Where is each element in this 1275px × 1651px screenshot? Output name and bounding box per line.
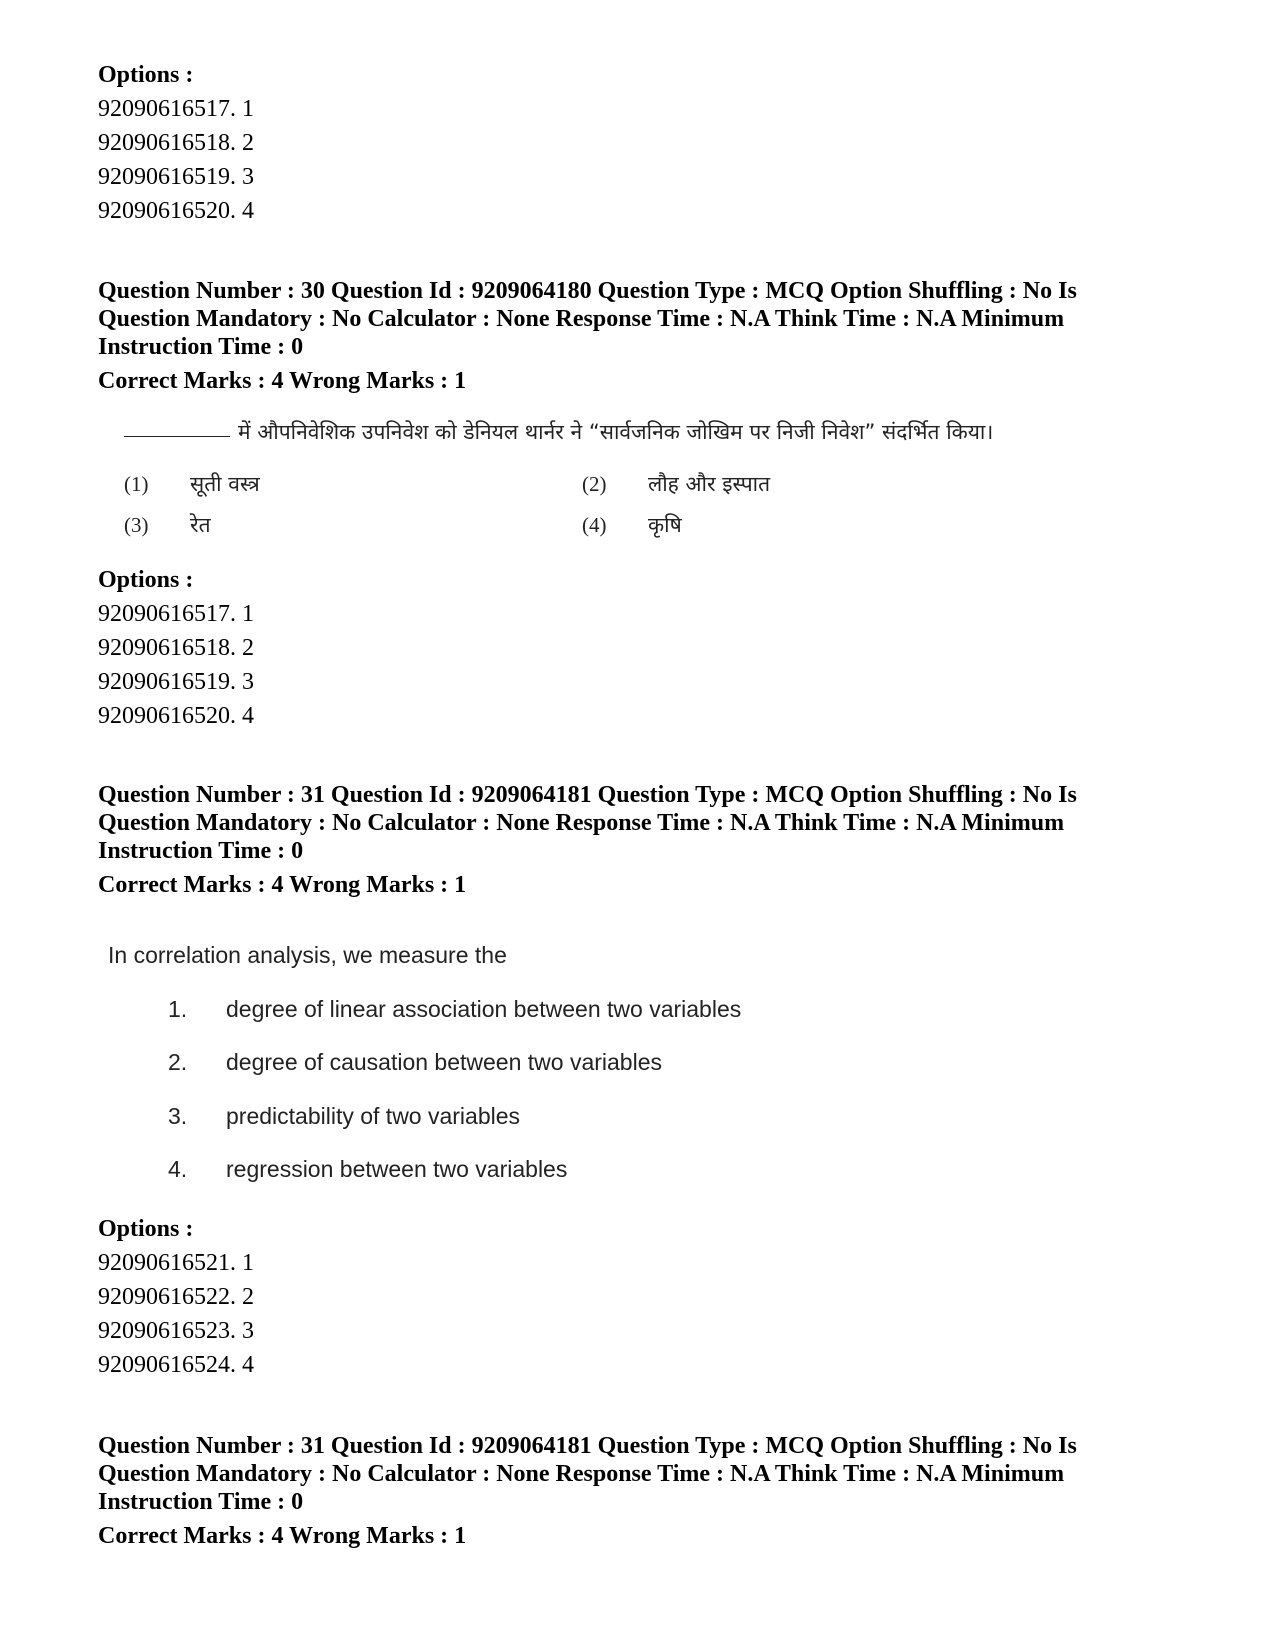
options-title: Options :: [98, 1216, 194, 1242]
q31-choice-2: 2. degree of causation between two variables: [168, 1049, 663, 1075]
option-line: 92090616519. 3: [98, 164, 254, 190]
options-block-prev: [98, 58, 1178, 228]
fill-in-blank: [124, 436, 230, 437]
option-line: 92090616518. 2: [98, 130, 254, 156]
question-header-line: Question Mandatory : No Calculator : None Response Time : N.A Think Time : N.A Minimum: [98, 1461, 1065, 1487]
option-line: 92090616522. 2: [98, 1284, 254, 1310]
option-line: 92090616517. 1: [98, 96, 254, 122]
q30-choice-4: (4) कृषि: [582, 513, 682, 537]
question-header-line: Instruction Time : 0: [98, 838, 304, 864]
option-line: 92090616524. 4: [98, 1352, 254, 1378]
q31-repeat-header: [98, 1432, 1178, 1550]
option-line: 92090616517. 1: [98, 601, 254, 627]
option-line: 92090616520. 4: [98, 198, 254, 224]
q30-choice-1: (1) सूती वस्त्र: [124, 472, 260, 496]
option-line: 92090616523. 3: [98, 1318, 254, 1344]
q30-header: [98, 277, 1178, 395]
q31-header: [98, 781, 1178, 899]
question-header-line: Instruction Time : 0: [98, 334, 304, 360]
question-header-line: Question Number : 31 Question Id : 9209064181 Question Type : MCQ Option Shuffling : No Is: [98, 782, 1077, 808]
question-header-line: Question Mandatory : No Calculator : None Response Time : N.A Think Time : N.A Minimum: [98, 810, 1065, 836]
q31-choice-4: 4. regression between two variables: [168, 1156, 568, 1182]
question-header-line: Instruction Time : 0: [98, 1489, 304, 1515]
option-line: 92090616518. 2: [98, 635, 254, 661]
option-line: 92090616520. 4: [98, 703, 254, 729]
option-line: 92090616519. 3: [98, 669, 254, 695]
option-line: 92090616521. 1: [98, 1250, 254, 1276]
q30-choice-2: (2) लौह और इस्पात: [582, 472, 771, 496]
question-header-line: Question Number : 31 Question Id : 9209064181 Question Type : MCQ Option Shuffling : No Is: [98, 1433, 1077, 1459]
q31-options-block: [98, 1212, 1178, 1382]
question-marks: Correct Marks : 4 Wrong Marks : 1: [98, 368, 467, 394]
q31-choice-3: 3. predictability of two variables: [168, 1103, 521, 1129]
q30-options-block: [98, 563, 1178, 733]
question-marks: Correct Marks : 4 Wrong Marks : 1: [98, 872, 467, 898]
question-header-line: Question Number : 30 Question Id : 9209064180 Question Type : MCQ Option Shuffling : No Is: [98, 278, 1077, 304]
options-title: Options :: [98, 62, 194, 88]
options-title: Options :: [98, 567, 194, 593]
question-header-line: Question Mandatory : No Calculator : None Response Time : N.A Think Time : N.A Minimum: [98, 306, 1065, 332]
q30-choice-3: (3) रेत: [124, 513, 211, 537]
q31-question-text: In correlation analysis, we measure the: [108, 942, 507, 968]
q30-question-text: में औपनिवेशिक उपनिवेश को डेनियल थार्नर ने “सार्वजनिक जोखिम पर निजी निवेश” संदर्भित किया।: [124, 418, 993, 446]
question-marks: Correct Marks : 4 Wrong Marks : 1: [98, 1523, 467, 1549]
q31-choice-1: 1. degree of linear association between two variables: [168, 996, 742, 1022]
